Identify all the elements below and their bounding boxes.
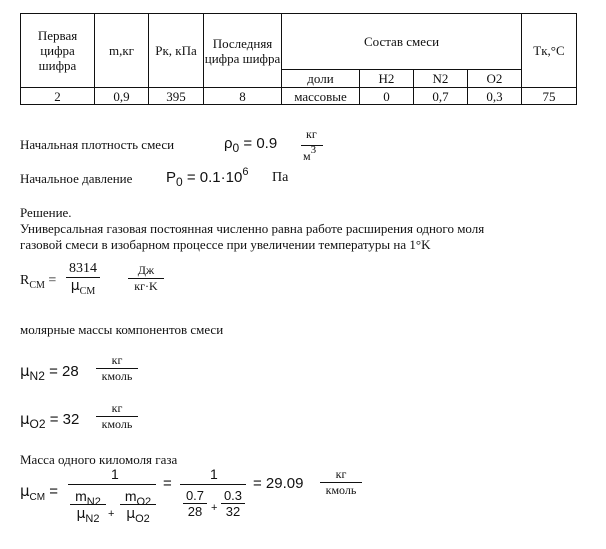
- header-n2: N2: [414, 70, 468, 88]
- header-h2: H2: [360, 70, 414, 88]
- v32: 32: [225, 504, 241, 519]
- r-den-sub: CM: [79, 286, 96, 297]
- mu-cm-symbol: μ: [20, 482, 30, 500]
- variant-table: [20, 13, 577, 105]
- cell-o2: 0,3: [468, 88, 522, 105]
- frac-mo2-muo2: [120, 488, 156, 525]
- pressure-symbol: P: [166, 169, 177, 186]
- mu-o2-unit-den: кмоль: [101, 417, 133, 431]
- r-denominator: [71, 278, 95, 295]
- r-den-mu: μ: [70, 278, 80, 294]
- frac1-bar: [68, 484, 156, 485]
- mu-o2-unit-num: кг: [111, 401, 123, 415]
- density-formula: [224, 135, 278, 155]
- kmol-label: Масса одного киломоля газа: [20, 452, 178, 467]
- r-unit-num: Дж: [137, 263, 155, 277]
- v03: 0.3: [223, 488, 243, 503]
- mun2-sub: N2: [85, 513, 100, 525]
- mu-cm-sub: CM: [29, 492, 46, 503]
- pressure-value: = 0.1·10: [186, 169, 243, 186]
- pressure-label: Начальное давление: [20, 171, 133, 186]
- mu-n2-unit: [96, 353, 138, 384]
- header-composition: Состав смеси: [282, 14, 522, 70]
- header-o2: O2: [468, 70, 522, 88]
- table-row: [21, 88, 577, 105]
- frac2-numerator: 1: [210, 466, 218, 482]
- density-unit-exp: 3: [310, 144, 317, 156]
- r-letter: R: [20, 273, 30, 288]
- mu-o2-unit: [96, 401, 138, 432]
- cell-fractions: массовые: [282, 88, 360, 105]
- cell-h2: 0: [360, 88, 414, 105]
- density-value: = 0.9: [243, 135, 278, 152]
- mu-o2-formula: [20, 410, 80, 431]
- r-eq: =: [48, 273, 57, 288]
- header-pk: Pк, кПа: [149, 14, 204, 88]
- mn2-sub: N2: [86, 496, 101, 508]
- r-symbol: [20, 273, 56, 289]
- mu-n2-formula: [20, 362, 79, 383]
- cell-pk: 395: [149, 88, 204, 105]
- frac2-eq: =: [163, 475, 172, 492]
- cell-mass: 0,9: [95, 88, 149, 105]
- mu-cm-eq: =: [49, 483, 59, 500]
- cell-n2: 0,7: [414, 88, 468, 105]
- header-mass: m,кг: [95, 14, 149, 88]
- frac-07-28: [183, 488, 207, 519]
- frac-mn2-mun2: [70, 488, 106, 525]
- r-unit-fraction: [128, 263, 164, 294]
- mu-n2-sub: N2: [29, 369, 45, 383]
- frac1-plus: +: [108, 508, 115, 520]
- pressure-unit: Па: [272, 170, 289, 185]
- pressure-formula: [166, 166, 249, 189]
- density-unit-den: [303, 144, 317, 164]
- density-label: Начальная плотность смеси: [20, 137, 175, 152]
- frac1-numerator: 1: [111, 466, 119, 482]
- pressure-exp: 6: [242, 166, 249, 178]
- mun2-mu: μ: [76, 506, 86, 522]
- mu-n2-value: = 28: [49, 363, 79, 380]
- r-numerator: 8314: [69, 261, 97, 276]
- frac2-plus: +: [211, 502, 218, 514]
- density-symbol: ρ: [224, 135, 233, 152]
- mo2-sub: O2: [136, 496, 152, 508]
- cell-last-digit: 8: [204, 88, 282, 105]
- v07: 0.7: [185, 488, 205, 503]
- solution-line-2: газовой смеси в изобарном процессе при увеличении температуры на 1°K: [20, 237, 431, 252]
- mu-cm-unit: [320, 467, 362, 498]
- r-unit-den: кг·K: [134, 279, 158, 293]
- v28: 28: [187, 504, 203, 519]
- frac2-bar: [180, 484, 246, 485]
- mu-n2-unit-num: кг: [111, 353, 123, 367]
- mu-cm-unit-den: кмоль: [325, 483, 357, 497]
- mu-o2-symbol: μ: [20, 410, 30, 428]
- solution-heading: Решение.: [20, 205, 72, 220]
- pressure-sub: 0: [176, 175, 183, 189]
- header-fractions: доли: [282, 70, 360, 88]
- solution-line-1: Универсальная газовая постоянная численно равна работе расширения одного моля: [20, 221, 485, 236]
- molar-label: молярные массы компонентов смеси: [20, 322, 224, 337]
- mo2-m: m: [124, 488, 137, 504]
- mu-cm-unit-num: кг: [335, 467, 347, 481]
- frac-03-32: [221, 488, 245, 519]
- mu-o2-value: = 32: [49, 411, 80, 428]
- density-unit-num: кг: [306, 127, 317, 141]
- density-unit-den-m: м: [303, 149, 311, 163]
- cell-first-digit: 2: [21, 88, 95, 105]
- header-last-digit: Последняя цифра шифра: [204, 14, 282, 88]
- muo2-sub: O2: [135, 513, 150, 525]
- mu-cm-formula: [20, 482, 59, 503]
- muo2-mu: μ: [126, 506, 136, 522]
- r-sub: CM: [29, 280, 45, 291]
- cell-tk: 75: [522, 88, 577, 105]
- mu-cm-result: = 29.09: [253, 475, 304, 492]
- mn2-m: m: [75, 488, 87, 504]
- mu-n2-symbol: μ: [20, 362, 30, 380]
- header-tk: Tк,°C: [522, 14, 577, 88]
- mu-o2-sub: O2: [29, 417, 46, 431]
- header-first-digit: Первая цифра шифра: [21, 14, 95, 88]
- r-fraction: [66, 261, 100, 295]
- density-sub: 0: [232, 141, 240, 155]
- mu-n2-unit-den: кмоль: [101, 369, 133, 383]
